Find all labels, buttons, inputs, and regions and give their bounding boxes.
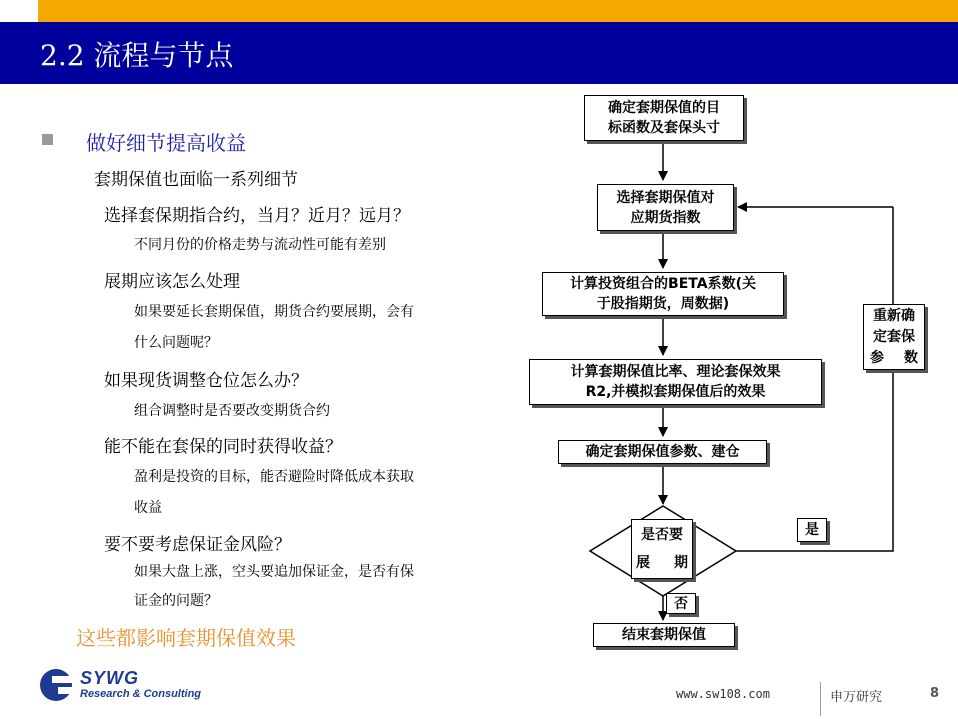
question-margin-risk: 要不要考虑保证金风险？ — [104, 535, 291, 555]
page-title: 2.2 流程与节点 — [40, 39, 234, 72]
note-position-adjust: 组合调整时是否要改变期货合约 — [134, 403, 330, 419]
flow-step-build-position: 确定套期保值参数、建仓 — [558, 440, 767, 464]
logo-subtitle: Research & Consulting — [80, 688, 202, 700]
flow-step-select-index: 选择套期保值对 应期货指数 — [597, 184, 734, 231]
decision-rollover-label: 是否要 展 期 — [631, 519, 693, 579]
note-margin-risk-line1: 如果大盘上涨，空头要追加保证金，是否有保 — [134, 564, 414, 580]
note-earn-returns-line2: 收益 — [134, 500, 162, 516]
footer-brand: 申万研究 — [830, 690, 883, 705]
note-rollover-line1: 如果要延长套期保值，期货合约要展期，会有 — [134, 304, 414, 320]
question-contract-month: 选择套保期指合约，当月？近月？远月？ — [104, 206, 410, 226]
note-margin-risk-line2: 证金的问题？ — [134, 593, 218, 609]
conclusion-text: 这些都影响套期保值效果 — [76, 626, 296, 650]
sywg-logo-icon — [38, 667, 78, 703]
note-earn-returns-line1: 盈利是投资的目标，能否避险时降低成本获取 — [134, 469, 414, 485]
footer-url: www.sw108.com — [676, 687, 770, 701]
flow-step-objective: 确定套期保值的目 标函数及套保头寸 — [584, 95, 744, 141]
flow-step-hedge-ratio: 计算套期保值比率、理论套保效果 R2,并模拟套期保值后的效果 — [529, 359, 822, 405]
flow-step-beta: 计算投资组合的BETA系数(关 于股指期货，周数据) — [542, 272, 784, 316]
yes-label: 是 — [797, 518, 827, 542]
loop-redetermine-params: 重新确 定套保 参 数 — [863, 304, 925, 370]
logo-name: SYWG — [80, 668, 140, 688]
section-subheading: 套期保值也面临一系列细节 — [94, 170, 298, 190]
note-contract-month: 不同月份的价格走势与流动性可能有差别 — [134, 237, 386, 253]
question-earn-returns: 能不能在套保的同时获得收益？ — [104, 437, 342, 457]
flow-step-end-hedge: 结束套期保值 — [593, 623, 735, 647]
page-number: 8 — [930, 686, 940, 701]
question-position-adjust: 如果现货调整仓位怎么办？ — [104, 371, 308, 391]
section-heading: 做好细节提高收益 — [86, 131, 246, 155]
question-rollover: 展期应该怎么处理 — [104, 272, 240, 292]
note-rollover-line2: 什么问题呢？ — [134, 335, 218, 351]
footer-divider — [820, 682, 821, 716]
no-label: 否 — [666, 593, 696, 614]
